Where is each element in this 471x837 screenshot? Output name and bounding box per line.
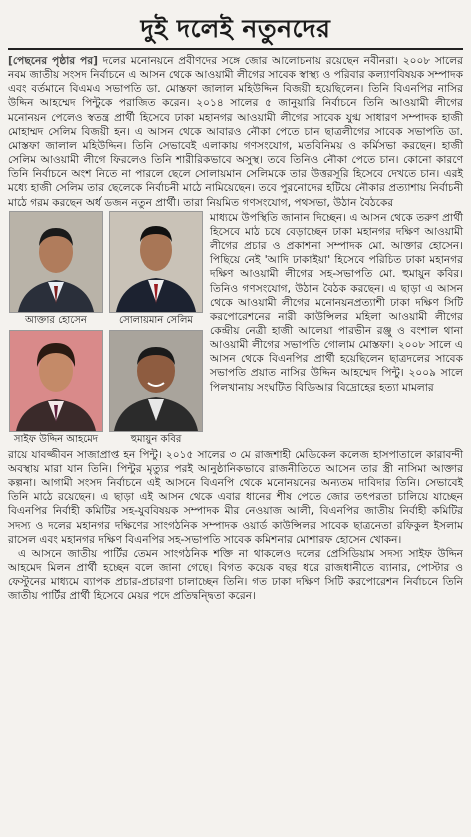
intro-paragraph bbox=[8, 54, 463, 210]
photo-grid bbox=[8, 211, 204, 447]
photo-card bbox=[8, 330, 104, 447]
photo-card bbox=[8, 211, 104, 328]
portrait-icon bbox=[110, 212, 202, 312]
portrait-photo-3 bbox=[9, 330, 103, 432]
photo-caption: সোলায়মান সেলিম bbox=[119, 314, 193, 326]
portrait-icon bbox=[10, 331, 102, 431]
photo-caption: আক্তার হোসেন bbox=[25, 314, 87, 326]
side-column-text: মাধ্যমে উপস্থিতি জানান দিচ্ছেন। এ আসন থেকে তরুণ প্রার্থী হিসেবে মাঠ চষে বেড়াচ্ছেন ঢাকা মহানগর দক্ষিণ আওয়ামী লীগের প্রচার ও প্রকাশনা সম্পাদক মো. আক্তার হোসেন। পিছিয়ে নেই 'আদি ঢাকাইয়া' হিসেবে পরিচিত ঢাকা মহানগর দক্ষিণ আওয়ামী লীগের সহ-সভাপতি মো. হুমায়ুন কবির। তিনিও গণসংযোগ, উঠান বৈঠক করছেন। এ ছাড়া এ আসন থেকে আওয়ামী লীগের মনোনয়নপ্রত্যাশী ঢাকা দক্ষিণ সিটি করপোরেশনের নারী কাউন্সিলর মহিলা আওয়ামী লীগের কেন্দ্রীয় নেত্রী হাজী আলেয়া পারভীন রঞ্জু ও বংশাল থানা আওয়ামী লীগের সভাপতি গোলাম মোস্তফা। ২০০৮ সালে এ আসন থেকে বিএনপির প্রার্থী হয়েছিলেন ছাত্রদলের সাবেক সভাপতি প্রয়াত নাসির উদ্দিন আহম্মেদ পিন্টু। ২০০৯ সালে পিলখানায় সংঘটিত বিডিআর বিদ্রোহের হত্যা মামলার bbox=[210, 211, 463, 394]
photo-section bbox=[8, 211, 463, 447]
headline: দুই দলেই নতুনদের bbox=[8, 12, 463, 50]
after-paragraph: রায়ে যাবজ্জীবন সাজাপ্রাপ্ত হন পিন্টু। ২০১৫ সালের ৩ মে রাজশাহী মেডিকেল কলেজ হাসপাতালে কারাবন্দী অবস্থায় মারা যান তিনি। পিন্টুর মৃত্যুর পরই আনুষ্ঠানিকভাবে রাজনীতিতে আসেন তার স্ত্রী নাসিমা আক্তার কল্পনা। আগামী সংসদ নির্বাচনে এই আসনে বিএনপি থেকে মনোনয়নের অন্যতম দাবিদার তিনি। সেভাবেই তিনি মাঠে রয়েছেন। এ ছাড়া এই আসন থেকে এবার ধানের শীষ পেতে জোর তৎপরতা চালিয়ে যাচ্ছেন বিএনপির নির্বাহী কমিটির সহ-যুববিষয়ক সম্পাদক মীর নেওয়াজ আলী, বিএনপির জাতীয় নির্বাহী কমিটির সদস্য ও দলের মহানগর দক্ষিণের সাংগঠনিক সম্পাদক ওয়ার্ড কাউন্সিলর সাবেক ছাত্রনেতা রফিকুল ইসলাম রাসেল এবং মহানগর দক্ষিণ বিএনপির সহ-সভাপতি সাবেক কমিশনার মোশারফ হোসেন খোকন। bbox=[8, 448, 463, 546]
photo-caption: সাইফ উদ্দিন আহমেদ bbox=[13, 433, 99, 445]
continued-marker: [পেছনের পৃষ্ঠার পর] bbox=[8, 55, 99, 67]
intro-text: দলের মনোনয়নে প্রবীণদের সঙ্গে জোর আলোচনায় রয়েছেন নবীনরা। ২০০৮ সালের নবম জাতীয় সংসদ নির্বাচনে এ আসন থেকে আওয়ামী লীগের সাবেক স্বাস্থ্য ও পরিবার কল্যাণবিষয়ক সম্পাদক এবং বর্তমানে বিএমএ সভাপতি ডা. মোস্তফা জালাল মহিউদ্দিন বিজয়ী হয়েছিলেন। তিনি বিএনপির নাসির উদ্দিন আহম্মেদ পিন্টুকে পরাজিত করেন। ২০১৪ সালের ৫ জানুয়ারি নির্বাচনে তিনি আওয়ামী লীগের মনোনয়ন পেলেও স্বতন্ত্র প্রার্থী হিসেবে ঢাকা মহানগর আওয়ামী লীগের সাবেক যুগ্ম সাধারণ সম্পাদক হাজী মোহাম্মদ সেলিম বিজয়ী হন। এ আসন থেকে আবারও নৌকা পেতে চান ছাত্রলীগের সাবেক সভাপতি ডা. মোস্তফা জালাল মহিউদ্দিন। তিনি সেভাবেই এলাকায় গণসংযোগ, মতবিনিময় ও কর্মিসভা করছেন। হাজী সেলিম আওয়ামী লীগে ফিরলেও তিনি শারীরিকভাবে অসুস্থ। তবে তিনিও নৌকা পেতে চান। কোনো কারণে তিনি নির্বাচনে অংশ নিতে না পারলে ছেলে সোলায়মান সেলিমকে তার উত্তরসূরি হিসেবে দেখতে চান। এরই মধ্যে হাজী সেলিম তার ছেলেকে নির্বাচনী মাঠে নামিয়েছেন। তবে পুরনোদের হটিয়ে নৌকার প্রত্যাশায় নির্বাচনী মাঠে গরম করছেন অর্ধ ডজন নতুন প্রার্থী। তারা নিয়মিত গণসংযোগ, পথসভা, উঠান বৈঠকের bbox=[8, 55, 463, 209]
photo-card bbox=[108, 330, 204, 447]
closing-paragraph: এ আসনে জাতীয় পার্টির তেমন সাংগঠনিক শক্তি না থাকলেও দলের প্রেসিডিয়াম সদস্য সাইফ উদ্দিন আহমেদ মিলন প্রার্থী হচ্ছেন বলে জানা গেছে। বিগত কয়েক বছর ধরে রাজধানীতে ব্যানার, পোস্টার ও ফেস্টুনের মাধ্যমে ব্যাপক প্রচার-প্রচারণা চালাচ্ছেন তিনি। গত ঢাকা দক্ষিণ সিটি করপোরেশন নির্বাচনে তিনি জাতীয় পার্টির প্রার্থী হিসেবে মেয়র পদে প্রতিদ্বন্দ্বিতা করেন। bbox=[8, 547, 463, 603]
portrait-photo-1 bbox=[9, 211, 103, 313]
portrait-photo-2 bbox=[109, 211, 203, 313]
photo-card bbox=[108, 211, 204, 328]
portrait-icon bbox=[110, 331, 202, 431]
portrait-icon bbox=[10, 212, 102, 312]
portrait-photo-4 bbox=[109, 330, 203, 432]
photo-caption: হুমায়ুন কবির bbox=[130, 433, 182, 445]
